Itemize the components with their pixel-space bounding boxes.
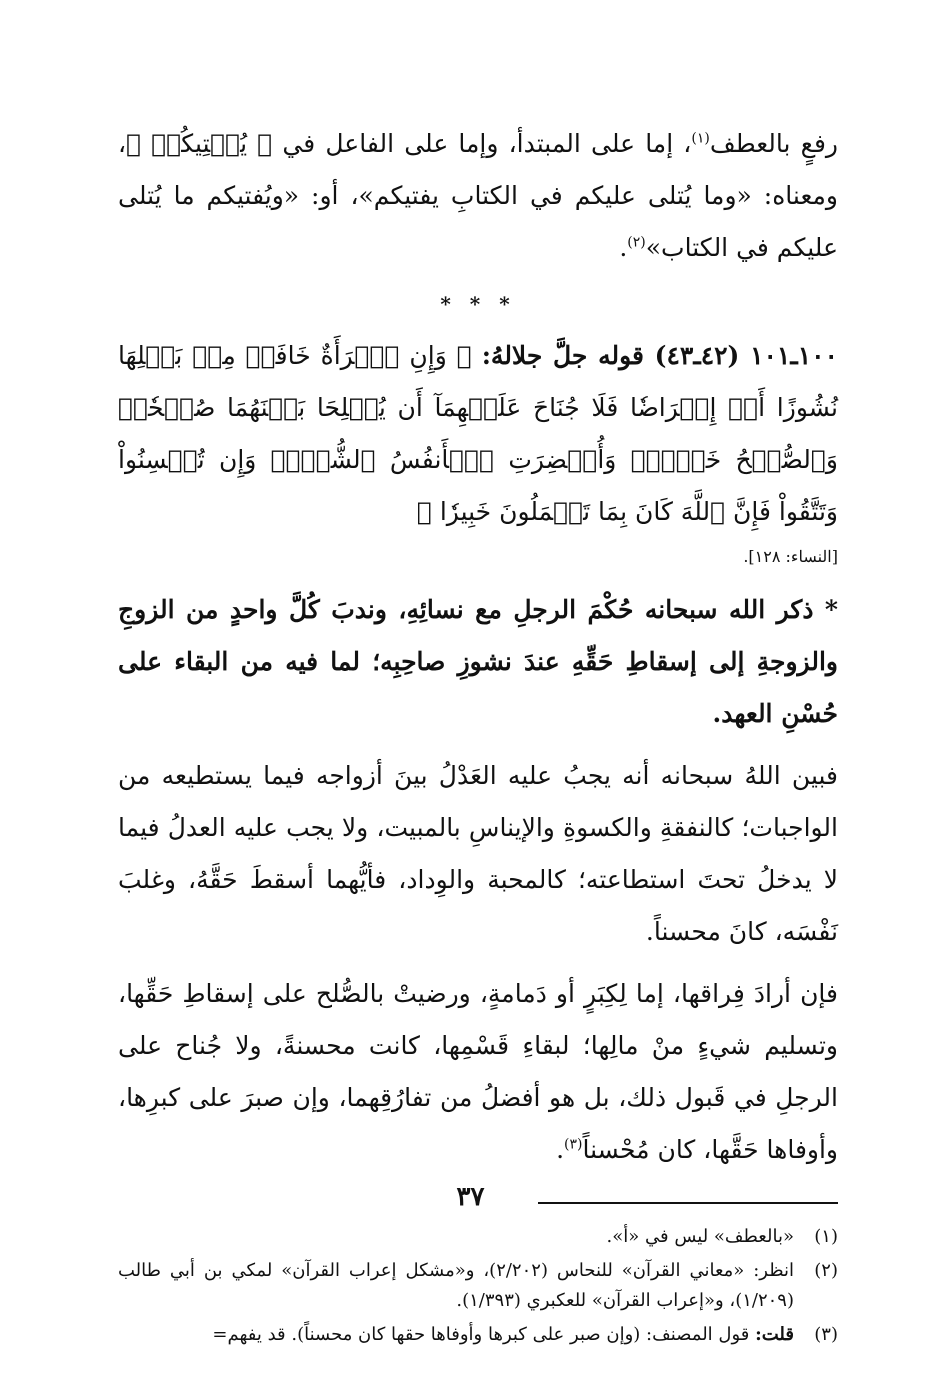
verse-heading: ١٠٠ـ١٠١ (٤٢ـ٤٣) قوله جلَّ جلالهُ: [481,341,838,370]
section-separator: * * * [440,292,516,316]
footnote-number: (١) [814,1226,838,1247]
paragraph-justice: فبين اللهُ سبحانه أنه يجبُ عليه العَدْلُ بينَ أزواجه فيما يستطيعه من الواجبات؛ كالنفقةِ والكسوةِ والإيناسِ بالمبيت، ولا يجب عليه العدلُ فيما لا يدخلُ تحتَ استطاعته؛ كالمحبة والوِداد، فأيُّهما أسقطَ حَقَّهُ، وغلبَ نَفْسَه، كانَ محسناً. [118,761,838,946]
footnote-1 [118,1222,838,1252]
verse-block [118,330,838,538]
footnotes [118,1222,838,1350]
footnote-body: قول المصنف: (وإن صبر على كبرها وأوفاها حقها كان محسناً). قد يفهم= [212,1324,756,1345]
footnote-number: (٣) [814,1324,838,1345]
footnote-number: (٢) [814,1260,838,1281]
footnote-ref-1[interactable]: (١) [691,130,710,147]
footnote-ref-2[interactable]: (٢) [627,234,646,251]
footnote-text: انظر: «معاني القرآن» للنحاس (٢/٢٠٢)، و«مشكل إعراب القرآن» لمكي بن أبي طالب (١/٢٠٩)، و«إعراب القرآن» للعكبري (١/٣٩٣). [118,1260,794,1311]
summary-paragraph: * ذكر الله سبحانه حُكْمَ الرجلِ مع نسائِهِ، وندبَ كُلَّ واحدٍ من الزوجِ والزوجةِ إلى إسقاطِ حَقِّهِ عندَ نشوزِ صاحِبِه؛ لما فيه من البقاء على حُسْنِ العهد. [118,595,838,728]
footnote-bold-lead: قلت: [755,1324,794,1345]
book-page [118,118,838,1345]
paragraph-separation [118,968,838,1176]
footnote-text [118,1320,794,1350]
paragraph-separation-text: فإن أرادَ فِراقها، إما لِكِبَرٍ أو دَمامةٍ، ورضيتْ بالصُّلح على إسقاطِ حَقِّها، وتسليم شيءٍ منْ مالِها؛ لبقاءِ قَسْمِها، كانت محسنةً، ولا جُناح على الرجلِ في قَبول ذلك، بل هو أفضلُ من تفارُقِهما، وإن صبرَ على كبرِها، وأوفاها حَقَّها، كان مُحْسناً [118,979,838,1164]
verse-reference: [النساء: ١٢٨]. [743,547,838,566]
footnote-3 [118,1320,838,1350]
paragraph-separation-end: . [556,1135,565,1164]
footnote-2 [118,1256,838,1316]
paragraph-continuation [118,118,838,274]
paragraph-text-a: رفعٍ بالعطف [709,129,838,158]
paragraph-text-c: . [619,233,628,262]
footnote-ref-3[interactable]: (٣) [564,1136,583,1153]
page-number: ٣٧ [456,1182,485,1212]
paragraph-text-b: ، إما على المبتدأ، وإما على الفاعل في ﴿ يُفۡتِيكُمۡ ﴾، ومعناه: «وما يُتلى عليكم في الكتابِ يفتيكم»، أو: «ويُفتيكم ما يُتلى عليكم في الكتاب» [118,129,838,262]
footnote-text: «بالعطف» ليس في «أ». [606,1226,794,1247]
quran-verse-text: ﴿ وَإِنِ ٱمۡرَأَةٌ خَافَتۡ مِنۢ بَعۡلِهَا نُشُوزًا أَوۡ إِعۡرَاضٗا فَلَا جُنَاحَ عَلَيۡهِمَآ أَن يُصۡلِحَا بَيۡنَهُمَا صُلۡحٗاۚ وَٱلصُّلۡحُ خَيۡرٞۗ وَأُحۡضِرَتِ ٱلۡأَنفُسُ ٱلشُّحَّۚ وَإِن تُحۡسِنُواْ وَتَتَّقُواْ فَإِنَّ ٱللَّهَ كَانَ بِمَا تَعۡمَلُونَ خَبِيرٗا ﴾ [118,341,838,526]
